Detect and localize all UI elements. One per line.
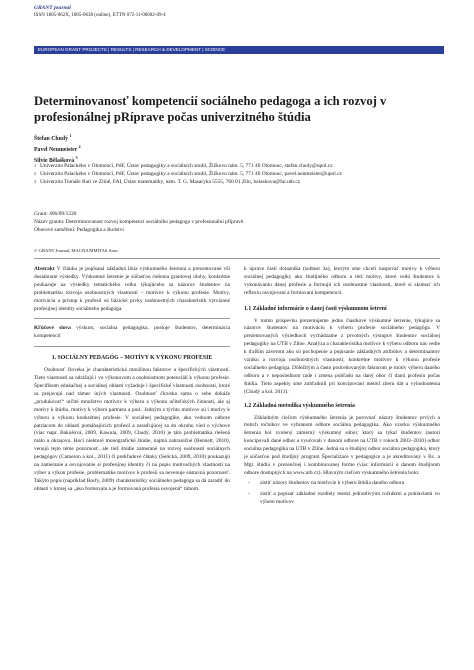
- body-paragraph: V tomto príspevku prezentujeme jedno čiastkové výskumné šetrenie, týkajúce sa názorov študentov na motiváciu k výberu profesie sociálneho pedagóga. V prezentovaných výsledkoch vychádzame z prvotných výstupov študentov sociálnej pedagogiky na UTB v Zlíne. Analýza a charakteristika motívov k výberu odboru nás vedie k ďalším záverom ako sú pochopenie a popisanie základných atribútov a determinantov vzniku a rozvoja osobnostných vlastností, konkrétne motívov k výkonu profesie sociálneho pedagóga. Dôležitým a často podceňovaným faktorom je motív výberu daného odboru a v neposlednom rade i zmena pohľadu na daný obor či danú profesiu počas štúdia. Tieto aspekty sme zohľadnili pri koncipovaní metód zberu dát a vyhodnotenia (Chudý a kol. 2011).: [244, 317, 440, 395]
- list-item: - zistiť názory študentov na motívcie k výberu štúdia daného odboru: [248, 479, 405, 486]
- abstract: Abstrakt V článku je popísaná základná línia výskumného šetrenia a prezentované vší dosiahnuté výsledky. Výskumné šetrenie je súčasťou riešenia grantovej úlohy, konkrétne poukazuje na výsledky tematického celku týkajúceho sa názorov študentov na problematiku rozvoja osobnostných vlastností – motivov k výkonu profesie. Motívy, motivácia a prístup k profesii sú bázické prvky osobnostných charakteristík vytvárané profesijnej identity sociálneho pedagóga.: [34, 266, 230, 312]
- subsection-heading: 1.1 Základné informácie o danej časti výskumnom šetrení: [244, 305, 387, 312]
- journal-issn: ISSN 1805-062X, 1805-0638 (online), ETTN 072-11-00002-09-4: [34, 13, 166, 18]
- divider: [34, 258, 440, 259]
- author-list: [34, 132, 81, 165]
- journal-name: GRANT journal: [34, 5, 71, 11]
- left-column: [34, 266, 230, 496]
- author: Silvie Bělašková $^3$: [34, 154, 78, 164]
- subsection-heading: 1.2 Základná metodika výskumného šetrenia: [244, 402, 355, 409]
- grant-info: [34, 210, 444, 234]
- author: Štefan Chudý $^1$: [34, 133, 72, 142]
- divider: [34, 346, 230, 347]
- affiliation: 1 Univerzita Palackého v Olomouci, PdF, Ústav pedagogiky a sociálních studií, Žižkovo nám. 5, 771 40 Olomouc, stefan.chudy@upol.cz: [34, 163, 333, 169]
- copyright-notice: © GRANT Journal, MAGNANIMITAS Assn.: [34, 248, 119, 253]
- right-column: [244, 266, 440, 509]
- article-title: Determinovanosť kompetencií sociálneho pedagoga a ich rozvoj v profesionálnej pRíprave počas univerzitného štúdia: [34, 94, 387, 124]
- field-of-study: Oborové zaměření: Pedagogika a školství: [34, 227, 124, 233]
- affiliation: 3 Univerzita Tomáše Bati ve Zlíně, FAI, Ústav matematiky, nám. T. G. Masaryka 5555, 760 01 Zlín, belaskova@fai.utb.cz: [34, 179, 301, 185]
- body-paragraph: Osobnosť človeka je charakteristická množinou faktorov a špecifických vlastností. Tieto vlastnosti sa odrážajú i vo výkonovom a osobnostnom potenciáli k výkonu profesie. Špecifikum edukačnej a sociálnej oblasti vyžaduje i špecifické vlastnosti osobnosti, ktoré sa prejavujú nad rámec iných vlastností. Osobnosť človeka sama o sebe dokáže „produkovať“ určité množstvo motívov k výberu a výkonu učiteľských činností, ale aj motívy k štúdiu, motívy k výberu partnera a pod.. Jedným z týchto motívov sú i motívy k výberu a výkonu konkrétnej profesie. V sociálnej pedagogike, ako vednom odbore patriacom do oblasti pomáhajúcich profesií a zaraďujúcej sa do okruhu vied o výchove (viac napr. Bakošová, 2009, Kawula, 2009, Chudý, 2010) je táto problematika riešená málo a okrajovo. Hoci niektoré monografické štúdie, najmä zahraničné (Bennett, 2010), venujú tejto téme pozornosť, ale tiež štúdie zamerané na rozvoj osobnosti sociálnych pedagógov (Cameron a kol., 2011) či prehľadové články (Selická, 2009, 2010) poukazujú na zameranie a osvojovanie si profesijnej identity či na popis motivačných vlastností na výber a výkon profesie, problematike motívov k profesii sa nevenuje sústavná pozornosť. Takýto popis (napríklad Boďy, 2009) charakteristiky sociálneho pedagóga sa dá zaradiť do oblasti v ktorej sa „ako formovala a je formovaná profesia osvojená“ tímom.: [34, 367, 230, 492]
- journal-banner: EUROPEAN GRANT PROJECTS | RESULTS | RESEARCH & DEVELOPMENT | SCIENCE: [34, 46, 444, 54]
- journal-header: [34, 5, 444, 19]
- affiliation-list: [34, 162, 444, 186]
- body-paragraph: k úprave častí dotazníka (subtest 3a), ktorým sme chceli naspovať motívy k výberu sociálnej pedagogiky ako študijného odboru a tiež motívy, ktoré vedú študentov k vykonávaniu danej profesie a formujú ich osobnostné vlastnosti, ktoré si skúmať ich reflexiu osvojovaní a formovaní kompetencií.: [244, 266, 440, 296]
- affiliation: 2 Univerzita Palackého v Olomouci, PdF, Ústav pedagogiky a sociálních studií, Žižkovo nám. 5, 771 40 Olomouc, pavel.neumeister@upol.cz: [34, 171, 342, 177]
- section-heading: 1. SOCIÁLNY PEDAGÓG – MOTÍVY K VÝKONU PROFESIE: [51, 355, 213, 362]
- body-paragraph: Základným cieľom výskumného šetrenia je porovnať názory študentov prvých a tretích ročníkov ve vybranom odbore sociálna pedagogika. Ako vzorku výskumného šetrenia bol zvolený zámerný výskumný súbor, ktorý sa týkal študentov (autori koncipovali dané odbor a vyučovali v danom odbore na UTB v rokoch 2003–2010) odbor sociálna pedagogika na UTB v Zlíne. Jedná sa o študijný odbor sociálna pedagogika, ktorý je súčasťou pod študijný program Špecializace v pedagogice a je akreditovaný v Bc. a Mgr. štúdiu v prezenčnej i kombinovanej forme (viac informácii o danom študijnom odbore dostupných na www.utb.cz). Hlavným cieľom výskumného šetrenia bolo:: [244, 414, 440, 476]
- author: Pavel Neumeister $^2$: [34, 143, 81, 153]
- grant-name: Název grantu: Determinovanost rozvoj kompetencí sociálního pedagoga v profesionální přípravě.: [34, 219, 245, 225]
- grant-number: Grant: 406/09/1220: [34, 211, 77, 217]
- keywords: Kľúčové slova výskum, sociálna pedagogika, postoje študentov, determinácia kompetencií: [34, 325, 230, 340]
- divider: [34, 318, 230, 319]
- list-item: - zistiť a popísať základné rozdiely medzi jednotlivými ročníkmi a pohlaviami vo výbere motívov: [248, 490, 440, 505]
